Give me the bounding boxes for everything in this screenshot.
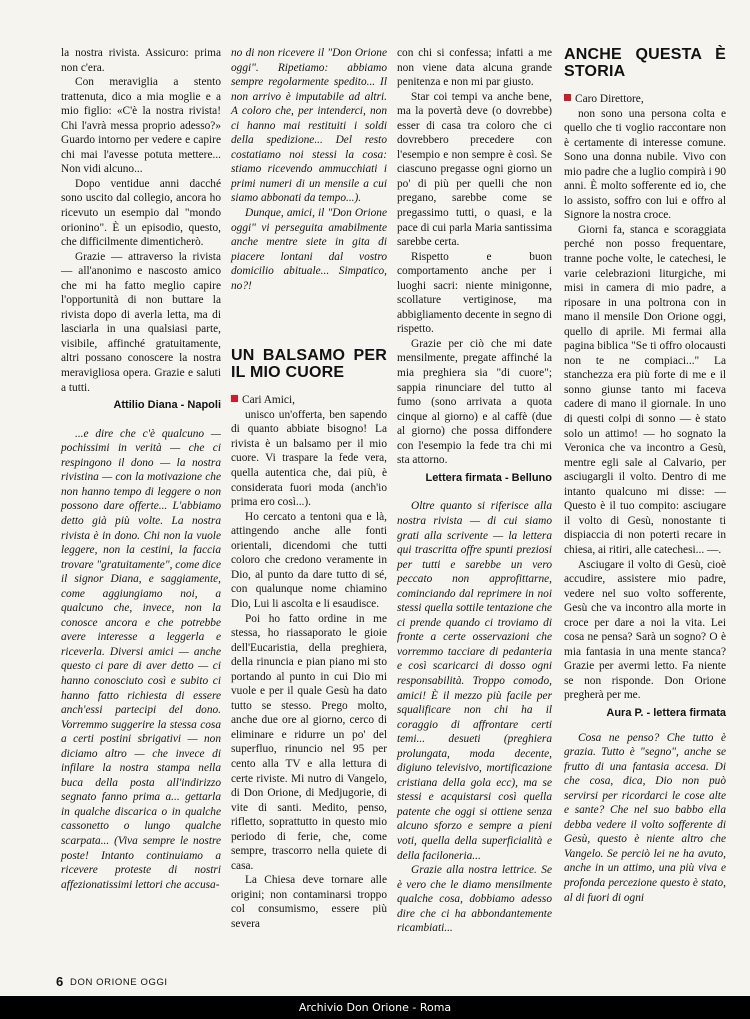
archive-watermark-bar: Archivio Don Orione - Roma — [0, 996, 750, 1019]
article-headline: ANCHE QUESTA È STORIA — [564, 46, 726, 80]
letter-paragraph: Dopo ventidue anni dacché sono uscito dal collegio, ancora ho ricevuto un esempio dal "mondo orionino". È un episodio, questo, che difficilmente dimenticherò. — [61, 177, 221, 249]
red-square-icon — [231, 395, 238, 402]
letter-paragraph: Poi ho fatto ordine in me stessa, ho riassaporato le gioie dell'Eucaristia, della preghiera, della rinuncia e pian piano mi sto portando al punto in cui Dio mi vuole e per il quale Gesù ha dato tutto se stesso. Prego molto, anche due ore al giorno, cerco di eliminare e ridurre un po' del superfluo, rinuncio nel 95 per cento alla TV e alla lettura di certe riviste. Mi nutro di Vangelo, di Don Orione, di Medjugorie, di vite di santi. Medito, penso, rifletto, soprattutto in questo mio periodo di ferie, che, come sempre, trascorro nella quiete di casa. — [231, 612, 387, 872]
editor-reply: Dunque, amici, il "Don Orione oggi" vi perseguita amabilmente anche mentre siete in gita di piacere lontani dal vostro domicilio abituale... Simpatico, no?! — [231, 207, 387, 292]
letter-paragraph: Rispetto e buon comportamento anche per i luoghi sacri: niente minigonne, scollature vertiginose, ma abbigliamento decente in segno di rispetto. — [397, 250, 552, 336]
letter-signature: Attilio Diana - Napoli — [113, 399, 221, 412]
red-square-icon — [564, 94, 571, 101]
letter-paragraph: Asciugare il volto di Gesù, cioè accudire, assistere mio padre, vedere nel suo volto sofferente, Gesù che va incontro alla morte in croce per dare a noi la vita. Lei cosa ne pensa? Sarà un sogno? O è mia fantasia in una mente stanca? Grazie per avermi letto. Fa niente se non risponde. Don Orione pregherà per me. — [564, 558, 726, 702]
editor-reply: Oltre quanto si riferisce alla nostra rivista — di cui siamo grati alla scrivente — la lettera qui trascritta offre spunti preziosi per tutti e sarebbe un vero peccato non approfittarne, cominciando dal reprimere in noi stessi quella sottile tentazione che ci prende quando ci troviamo di fronte a certe osservazioni che vorremmo tacciare di pedanteria e così scaricarci di dosso ogni responsabilità. Troppo comodo, amici! È il mezzo più facile per squalificare non chi ha il coraggio di affrontare certi temi... desueti (preghiera prolungata, moda decente, digiuno televisivo, mortificazione cristiana della gola ecc), ma se stessi e acquistarsi così quella patente che oggi si ottiene senza alcuno sforzo e sempre a pieni voti, quella della superficialità e della faciloneria... — [397, 500, 552, 862]
letter-signature: Lettera firmata - Belluno — [425, 471, 552, 484]
editor-reply: Cosa ne penso? Che tutto è grazia. Tutto è "segno", anche se frutto di una fantasia accesa. Di che cosa, dica, Dio non può servirsi per ricordarci le cose alte e sante? Che nel suo babbo ella debba vedere il volto sofferente di Gesù, questo è niente altro che Vangelo. Se perciò lei ne ha avuto, anche in un attimo, una più viva e profonda percezione questo è stato, al di fuori di ogni — [564, 731, 726, 904]
letter-paragraph: Grazie — attraverso la rivista — all'anonimo e nascosto amico che mi ha fatto meglio capire l'opportunità di non buttare la rivista dopo di averla letta, ma di lasciarla in una qualsiasi parte, visibile, affinché gratuitamente, altri possano conoscere la nostra meravigliosa opera. Grazie e saluti a tutti. — [61, 250, 221, 394]
letter-paragraph: Ho cercato a tentoni qua e là, attingendo anche alle fonti orientali, dicendomi che tutti coloro che credono veramente in Dio, al punto da dare tutto di sé, con qualunque nome chiamino Dio, Lui li ascolta e li esaudisce. — [231, 510, 387, 610]
letter-paragraph: Con meraviglia a stento trattenuta, dico a mia moglie e a mio figlio: «C'è la nostra rivista! Chi l'avrà messa proprio adesso?» Guardo intorno per vedere e capire chi mai l'avesse potuta mettere... Non vidi alcuno... — [61, 76, 221, 176]
column-2 — [231, 46, 387, 932]
letter-salutation: Cari Amici, — [231, 393, 387, 408]
letter-paragraph: Giorni fa, stanca e scoraggiata perché non posso frequentare, tranne poche volte, le catechesi, le varie celebrazioni liturgiche, mi misi in camera di mio padre, a riposare in una poltrona con in mano il mensile Don Orione oggi, quello di aprile. Mi fermai alla pagina biblica "Se ti offro olocausti non te ne compiaci..." La stanchezza era più forte di me e il sonno giunse tanto mi faceva cadere di mano il giornale. In uno di questi colpi di sonno — è stato solo un attimo! — ho sognato la Veronica che va incontro a Gesù, mentre egli sale al Calvario, per asciugargli il volto. Dentro di me intanto qualcuno mi disse: — Questo è il tuo compito: asciugare il volto di Gesù, nonostante ti dispiaccia di non poterti recare in chiesa, ai ritiri, alle catechesi... —. — [564, 223, 726, 556]
column-3 — [397, 46, 552, 936]
letter-signature: Aura P. - lettera firmata — [606, 706, 726, 719]
letter-paragraph: non sono una persona colta e quello che ti voglio raccontare non è certamente di interesse comune. Sono una donna nubile. Vivo con mio padre che a luglio compirà i 90 anni. È molto sofferente ed io, che lo assisto, soffro con lui e offro al Signore la nostra croce. — [564, 107, 726, 222]
letter-paragraph: Grazie per ciò che mi date mensilmente, pregate affinché la mia preghiera sia "di cuore"; sappia rinunciare del tutto al fumo (sono arrivata a quota cinque al giorno) e al caffè (due al giorno) che possa diffondere con l'esempio la fede tra chi mi sta attorno. — [397, 337, 552, 467]
editor-reply: ...e dire che c'è qualcuno — pochissimi in verità — che ci respingono il dono — la nostra rivistina — con la motivazione che non hanno tempo di leggere o non possono dare offerte... L'abbiamo detto già più volte. La nostra rivista è in dono. Chi non la vuole leggere, non la cestini, la faccia trovare "gratuitamente", come dice il signor Diana, e saggiamente, come aggiungiamo noi, a qualcuno che, invece, non la conosce ancora e che potrebbe avere interesse a leggerla e riceverla. Diversi amici — anche questo ci pare di aver detto — ci hanno conosciuto così e subito ci hanno fatto richiesta di essere anch'essi partecipi del dono. Vorremmo suggerire la stessa cosa a certi postini sbrigativi — non diciamo altro — che invece di infilare la nostra stampa nella buca della posta all'indirizzo segnato fanno prima a... gettarla in qualche discarica o in qualche cassonetto o lungo qualche scarpata... (Viva sempre le nostre poste! Intanto continuiamo a ricevere proteste di nostri affezionatissimi lettori che accusa- — [61, 427, 221, 891]
letter-paragraph: la nostra rivista. Assicuro: prima non c'era. — [61, 47, 221, 74]
editor-reply: no di non ricevere il "Don Orione oggi". Ripetiamo: abbiamo sempre regolarmente spedito... Il non arrivo è imputabile ad altri. A coloro che, per intenderci, non ci hanno mai restituiti i soldi della spedizione... Del resto costatiamo noi stessi la cosa: stiamo ricevendo ammucchiati i primi numeri di un mensile a cui siamo abbonati da tempo...). — [231, 47, 387, 205]
column-1 — [61, 46, 221, 892]
magazine-name: DON ORIONE OGGI — [70, 977, 168, 988]
letter-paragraph: unisco un'offerta, ben sapendo di quanto abbiate bisogno! La rivista è un balsamo per il mio cuore. Vi traspare la fede vera, quella autentica che, dai più, è considerata fuori moda (anch'io prima ero così...). — [231, 408, 387, 509]
letter-paragraph: Star coi tempi va anche bene, ma la povertà deve (o dovrebbe) esser di casa tra coloro che ci dovrebbero precedere con l'esempio e non sempre è così. Se ciascuno pregasse ogni giorno un po' di più per quelli che non pregano, sarebbe come se pregassimo tutti, o quasi, e la pace di cui parla Maria santissima sarebbe certa. — [397, 90, 552, 249]
editor-reply: Grazie alla nostra lettrice. Se è vero che le diamo mensilmente qualche cosa, dobbiamo adesso dire che ci ha abbondantemente ricambiati... — [397, 864, 552, 935]
article-headline: UN BALSAMO PER IL MIO CUORE — [231, 347, 387, 382]
letter-paragraph: La Chiesa deve tornare alle origini; non contaminarsi troppo col consumismo, essere più severa — [231, 874, 387, 930]
letter-paragraph: con chi si confessa; infatti a me non viene data alcuna grande penitenza e non mi par giusto. — [397, 47, 552, 89]
letter-salutation: Caro Direttore, — [564, 92, 726, 107]
column-4 — [564, 46, 726, 905]
page-number: 6 — [56, 974, 64, 989]
